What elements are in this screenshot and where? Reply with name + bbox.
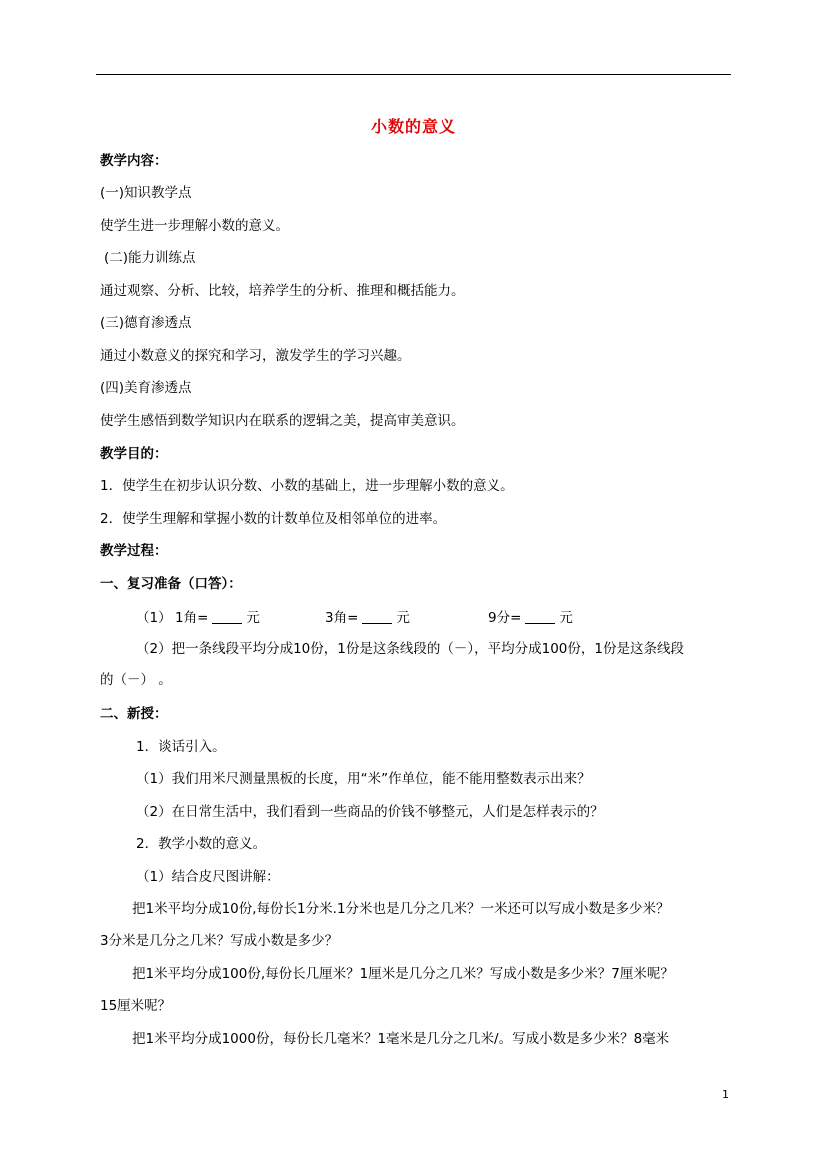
document-title: 小数的意义	[370, 117, 456, 136]
review-question-c	[488, 606, 573, 626]
header-rule	[96, 74, 731, 75]
paragraph-decimeter: 把1米平均分成10份,每份长1分米.1分米也是几分之几米？一米还可以写成小数是多少米？	[132, 901, 670, 917]
aesthetic-point-heading: (四)美育渗透点	[100, 380, 192, 396]
review-question-b	[325, 606, 410, 626]
paragraph-millimeter: 把1米平均分成1000份，每份长几毫米？1毫米是几分之几米/。写成小数是多少米？8毫米	[132, 1031, 670, 1047]
paragraph-centimeter-continued: 15厘米呢？	[100, 998, 172, 1014]
new-lesson-heading: 二、新授：	[100, 706, 168, 722]
review-question-number: （1）	[136, 610, 172, 626]
ability-point-text: 通过观察、分析、比较，培养学生的分析、推理和概括能力。	[100, 283, 465, 299]
review-question-2-continued: 的（－） 。	[100, 672, 172, 688]
knowledge-point-text: 使学生进一步理解小数的意义。	[100, 218, 289, 234]
review-question-a	[175, 606, 260, 626]
answer-blank	[362, 611, 392, 624]
page-number: 1	[722, 1088, 729, 1101]
ability-point-heading: (二)能力训练点	[104, 250, 196, 266]
paragraph-centimeter: 把1米平均分成100份,每份长几厘米？1厘米是几分之几米？写成小数是多少米？7厘米呢？	[132, 966, 674, 982]
question-text: 9分=	[488, 610, 522, 626]
intro-question-2: （2）在日常生活中，我们看到一些商品的价钱不够整元，人们是怎样表示的？	[136, 804, 604, 820]
review-question-2: （2）把一条线段平均分成10份，1份是这条线段的（－），平均分成100份，1份是这条线段	[136, 641, 684, 657]
tape-measure-explanation: （1）结合皮尺图讲解：	[136, 869, 280, 885]
paragraph-decimeter-continued: 3分米是几分之几米？写成小数是多少？	[100, 933, 339, 949]
intro-question-1: （1）我们用米尺测量黑板的长度，用“米”作单位，能不能用整数表示出来？	[136, 771, 591, 787]
question-text: 3角=	[325, 610, 359, 626]
unit-text: 元	[246, 610, 260, 626]
step-intro: 1．谈话引入。	[136, 739, 226, 755]
question-text: 1角=	[175, 610, 209, 626]
knowledge-point-heading: (一)知识教学点	[100, 185, 192, 201]
goal-item: 2．使学生理解和掌握小数的计数单位及相邻单位的进率。	[100, 511, 447, 527]
review-heading: 一、复习准备（口答）：	[100, 576, 242, 592]
answer-blank	[525, 611, 555, 624]
goal-heading: 教学目的：	[100, 446, 168, 462]
moral-point-heading: (三)德育渗透点	[100, 315, 192, 331]
goal-item: 1．使学生在初步认识分数、小数的基础上，进一步理解小数的意义。	[100, 478, 514, 494]
unit-text: 元	[559, 610, 573, 626]
answer-blank	[212, 611, 242, 624]
step-meaning: 2．教学小数的意义。	[136, 836, 267, 852]
moral-point-text: 通过小数意义的探究和学习，激发学生的学习兴趣。	[100, 348, 411, 364]
content-heading: 教学内容：	[100, 153, 168, 169]
aesthetic-point-text: 使学生感悟到数学知识内在联系的逻辑之美，提高审美意识。	[100, 413, 465, 429]
unit-text: 元	[396, 610, 410, 626]
process-heading: 教学过程：	[100, 543, 168, 559]
